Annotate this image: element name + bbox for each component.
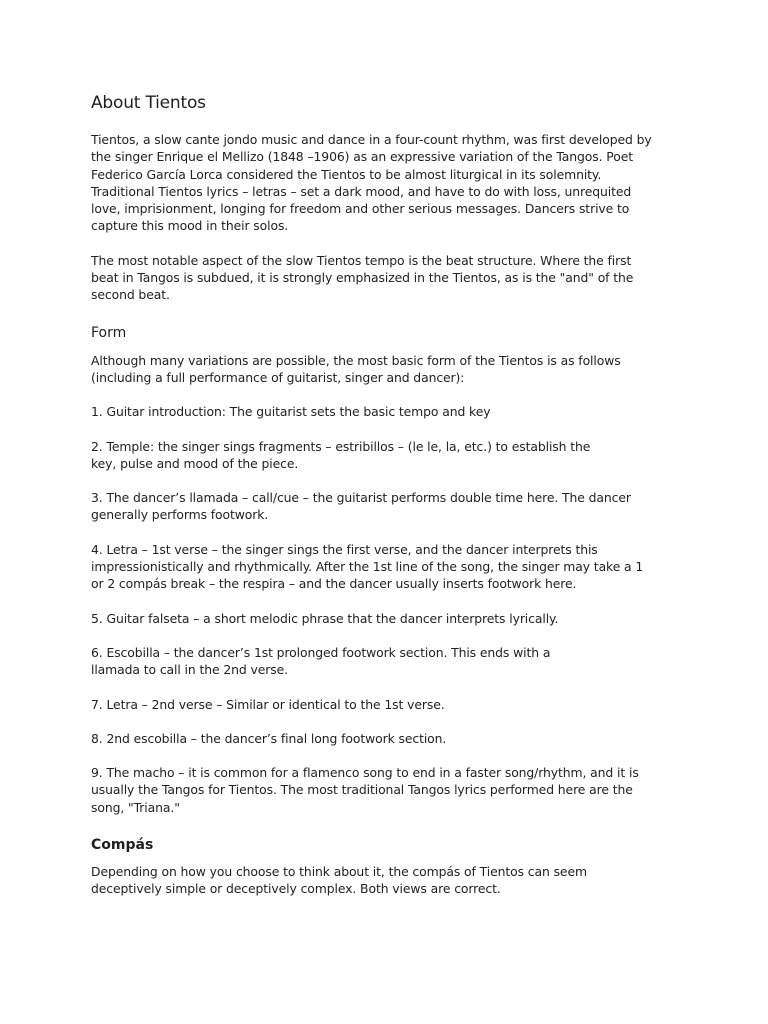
form-step-3 <box>91 489 691 524</box>
text-line: 4. Letra – 1st verse – the singer sings the first verse, and the dancer interprets this <box>91 541 598 557</box>
text-line: Traditional Tientos lyrics – letras – set a dark mood, and have to do with loss, unrequited <box>91 183 632 199</box>
text-line: beat in Tangos is subdued, it is strongly emphasized in the Tientos, as is the "and" of the <box>91 270 634 286</box>
text-line: key, pulse and mood of the piece. <box>91 455 299 471</box>
intro-paragraph-2 <box>91 252 691 304</box>
text-line: Although many variations are possible, the most basic form of the Tientos is as follows <box>91 352 621 368</box>
form-step-9 <box>91 764 691 816</box>
text-line: generally performs footwork. <box>91 507 269 523</box>
text-line: Tientos, a slow cante jondo music and dance in a four-count rhythm, was first developed by <box>91 132 652 147</box>
text-line: 6. Escobilla – the dancer’s 1st prolonged footwork section. This ends with a <box>91 644 551 660</box>
form-step-1 <box>91 403 691 420</box>
compas-paragraph <box>91 863 691 898</box>
form-step-4 <box>91 541 691 593</box>
text-line: deceptively simple or deceptively complex. Both views are correct. <box>91 881 501 897</box>
text-line: 1. Guitar introduction: The guitarist sets the basic tempo and key <box>91 404 491 420</box>
form-intro-paragraph <box>91 352 691 387</box>
text-line: llamada to call in the 2nd verse. <box>91 662 288 678</box>
text-line: 2. Temple: the singer sings fragments – estribillos – (le le, la, etc.) to establish the <box>91 438 591 454</box>
form-step-7 <box>91 696 691 713</box>
text-line: Depending on how you choose to think about it, the compás of Tientos can seem <box>91 864 587 880</box>
text-line: The most notable aspect of the slow Tientos tempo is the beat structure. Where the first <box>91 252 632 268</box>
form-heading: Form <box>91 324 127 341</box>
form-step-5 <box>91 610 691 627</box>
text-line: second beat. <box>91 287 170 303</box>
text-line: 3. The dancer’s llamada – call/cue – the guitarist performs double time here. The dancer <box>91 490 631 506</box>
form-step-6 <box>91 644 691 679</box>
intro-paragraph-1 <box>91 131 691 235</box>
text-line: (including a full performance of guitarist, singer and dancer): <box>91 369 465 385</box>
page-title: About Tientos <box>91 93 206 113</box>
text-line: or 2 compás break – the respira – and the dancer usually inserts footwork here. <box>91 576 577 592</box>
text-line: usually the Tangos for Tientos. The most traditional Tangos lyrics performed here are the <box>91 782 633 798</box>
text-line: 8. 2nd escobilla – the dancer’s final long footwork section. <box>91 730 447 746</box>
form-step-2 <box>91 438 691 473</box>
compas-heading: Compás <box>91 837 154 854</box>
text-line: song, "Triana." <box>91 799 180 815</box>
text-line: 9. The macho – it is common for a flamenco song to end in a faster song/rhythm, and it is <box>91 765 639 781</box>
text-line: capture this mood in their solos. <box>91 218 289 234</box>
text-line: 7. Letra – 2nd verse – Similar or identical to the 1st verse. <box>91 696 445 712</box>
text-line: 5. Guitar falseta – a short melodic phrase that the dancer interprets lyrically. <box>91 610 559 626</box>
text-line: Federico García Lorca considered the Tientos to be almost liturgical in its solemnity. <box>91 166 602 182</box>
document-page <box>91 93 691 915</box>
text-line: impressionistically and rhythmically. After the 1st line of the song, the singer may take a 1 <box>91 559 644 575</box>
form-step-8 <box>91 730 691 747</box>
text-line: the singer Enrique el Mellizo (1848 –1906) as an expressive variation of the Tangos. Poet <box>91 149 634 165</box>
text-line: love, imprisionment, longing for freedom and other serious messages. Dancers strive to <box>91 201 630 217</box>
